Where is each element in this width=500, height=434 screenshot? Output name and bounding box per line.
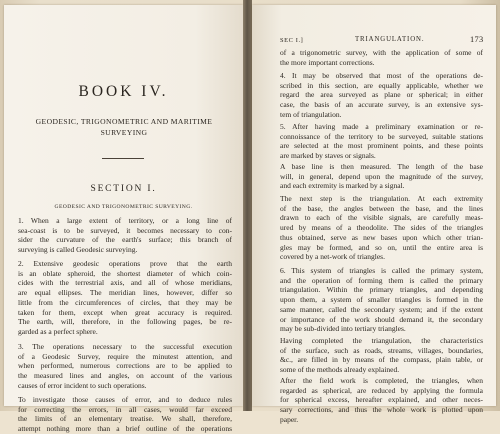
text-line: triangulation. Within the primary triangles, and depending xyxy=(280,285,483,295)
text-line: 4. It may be observed that most of the operations de- xyxy=(280,71,483,80)
paragraph-having-completed xyxy=(280,336,483,375)
running-head-section: SEC I.] xyxy=(280,37,304,44)
section-subtitle: GEODESIC AND TRIGONOMETRIC SURVEYING. xyxy=(54,204,193,210)
text-line: upon them, a system of smaller triangles is formed in the xyxy=(280,295,483,305)
text-line: surveying is called Geodesic surveying. xyxy=(18,245,138,255)
text-line: of the surface, such as roads, streams, villages, boundaries, xyxy=(280,345,483,355)
text-line: of the base, the angles between the base, and the lines xyxy=(280,203,483,213)
text-line: is an oblate spheroid, the shortest diameter of which coin- xyxy=(18,268,232,278)
text-line: causes of error incident to such operations. xyxy=(18,380,147,390)
running-head-title: TRIANGULATION. xyxy=(355,36,425,43)
paragraph-4 xyxy=(18,395,232,434)
text-line: After the field work is completed, the triangles, when xyxy=(280,376,483,385)
paragraph-6 xyxy=(280,266,483,334)
text-line: 6. This system of triangles is called the primary system, xyxy=(280,266,483,275)
right-page xyxy=(252,5,496,424)
text-line: tem of triangulation. xyxy=(280,109,342,119)
text-line: and the operation of forming them is called the primary xyxy=(280,275,483,285)
left-page xyxy=(4,5,243,434)
text-line: The earth, will, therefore, in the following pages, be re- xyxy=(18,317,232,327)
text-line: and each extremity is marked by a signal. xyxy=(280,181,405,191)
text-line: when performed, numerous corrections are to be applied to xyxy=(18,361,232,371)
text-line: same manner, called the secondary system; and if the extent xyxy=(280,304,483,314)
text-line: of a Geodesic Survey, require the minutest attention, and xyxy=(18,351,232,361)
book-title: BOOK IV. xyxy=(78,83,169,100)
text-line: cides with the terrestrial axis, and all of whose meridians, xyxy=(18,278,232,288)
text-line: 5. After having made a preliminary examination or re- xyxy=(280,122,483,131)
text-line: are selected at the most prominent points, and these points xyxy=(280,141,483,151)
text-line: little from the circumferences of circles, that they may be xyxy=(18,297,232,307)
text-line: are equal ellipses. The meridian lines, however, differ so xyxy=(18,288,232,298)
book-subtitle xyxy=(34,116,214,138)
text-line: gles may be formed, and so on, until the entire area is xyxy=(280,242,483,252)
text-line: the more important corrections. xyxy=(280,57,375,67)
book-subtitle-line-1: GEODESIC, TRIGONOMETRIC AND MARITIME xyxy=(35,117,213,126)
title-rule xyxy=(102,158,144,159)
text-line: the limits of an elementary treatise. We shall, therefore, xyxy=(18,414,232,424)
text-line: thus obtained, serve as new bases upon which other trian- xyxy=(280,232,483,242)
text-line: regard the area surveyed as plane or spherical; in either xyxy=(280,90,483,100)
text-line: of a trigonometric survey, with the application of some of xyxy=(280,48,483,57)
paragraph-3 xyxy=(18,342,232,391)
text-line: 3. The operations necessary to the successful execution xyxy=(18,342,232,351)
text-line: for spherical excess, hereafter explained, and other neces- xyxy=(280,395,483,405)
text-line: 1. When a large extent of territory, or a long line of xyxy=(18,216,232,225)
paragraph-5 xyxy=(280,122,483,161)
paragraph-2 xyxy=(18,259,232,337)
text-line: 2. Extensive geodesic operations prove that the earth xyxy=(18,259,232,268)
paragraph-continued xyxy=(280,48,483,67)
text-line: garded as a perfect sphere. xyxy=(18,326,98,336)
text-line: The next step is the triangulation. At each extremity xyxy=(280,194,483,203)
text-line: ured by means of a theodolite. The sides of the triangles xyxy=(280,223,483,233)
book-gutter xyxy=(243,0,252,411)
text-line: for correcting the errors, in all cases, would far exceed xyxy=(18,404,232,414)
text-line: &c., are filled in by means of the compass, plain table, or xyxy=(280,355,483,365)
text-line: some of the methods already explained. xyxy=(280,365,400,375)
text-line: covered by a net-work of triangles. xyxy=(280,252,385,262)
text-line: A base line is then measured. The length of the base xyxy=(280,162,483,171)
text-line: drawn to each of the visible signals, are carefully meas- xyxy=(280,213,483,223)
page-number: 173 xyxy=(470,35,484,44)
text-line: scribed in this section, are equally applicable, whether we xyxy=(280,80,483,90)
book-subtitle-line-2: SURVEYING xyxy=(100,128,148,137)
text-line: attempt nothing more than a brief outline of the operations xyxy=(18,424,232,434)
text-line: will, in general, depend upon the magnitude of the survey, xyxy=(280,171,483,181)
text-line: regarded as spherical, are reduced by applying the formula xyxy=(280,385,483,395)
paragraph-1 xyxy=(18,216,232,255)
text-line: may be sub-divided into tertiary triangles. xyxy=(280,324,406,334)
text-line: paper. xyxy=(280,414,299,424)
paragraph-after-field-work xyxy=(280,376,483,425)
paragraph-4-right xyxy=(280,71,483,120)
text-line: sea-coast is to be surveyed, it becomes necessary to con- xyxy=(18,225,232,235)
text-line: case, the basis of an accurate survey, is an extensive sys- xyxy=(280,100,483,110)
text-line: To investigate those causes of error, and to deduce rules xyxy=(18,395,232,404)
text-line: sider the curvature of the earth's surface; this branch of xyxy=(18,235,232,245)
paragraph-base-line xyxy=(280,162,483,191)
paragraph-next-step xyxy=(280,194,483,262)
text-line: are marked by staves or signals. xyxy=(280,151,376,161)
text-line: the measured lines and angles, on account of the various xyxy=(18,371,232,381)
section-title: SECTION I. xyxy=(90,184,157,194)
text-line: connoissance of the territory to be surveyed, suitable stations xyxy=(280,131,483,141)
text-line: or importance of the work should demand it, the secondary xyxy=(280,314,483,324)
text-line: sary corrections, and thus the whole work is plotted upon xyxy=(280,405,483,415)
text-line: Having completed the triangulation, the characteristics xyxy=(280,336,483,345)
text-line: taken for them, except when great accuracy is required. xyxy=(18,307,232,317)
